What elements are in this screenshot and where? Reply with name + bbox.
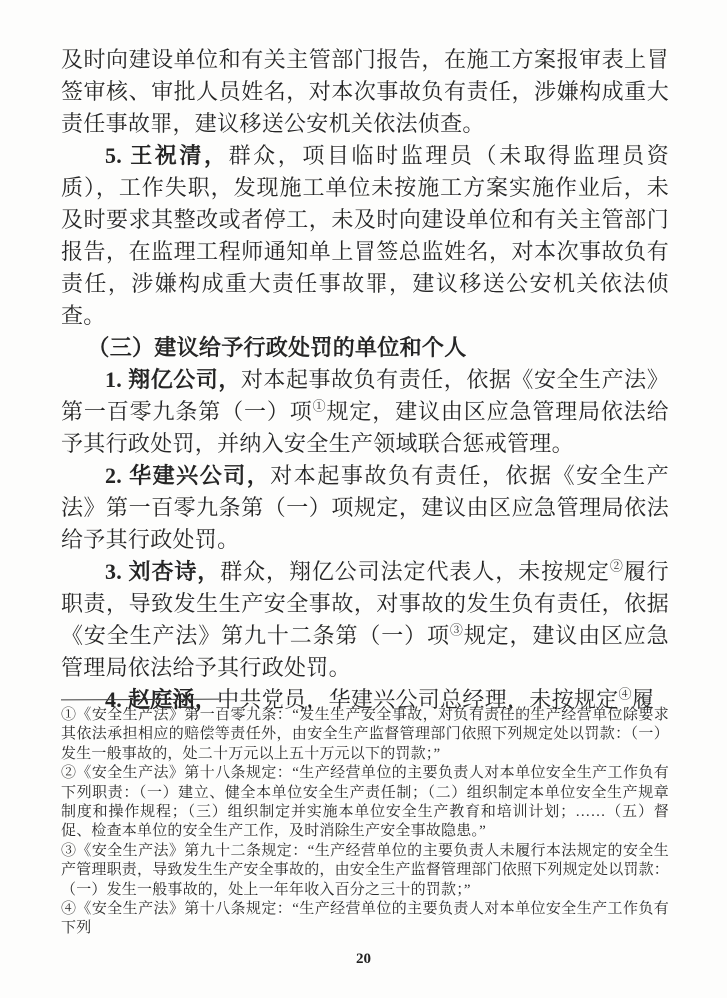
paragraph: 5. 王祝清，群众，项目临时监理员（未取得监理员资质），工作失职，发现施工单位未按施工方案实施作业后，未及时要求其整改或者停工，未及时向建设单位和有关主管部门报告，在监理工程师通知单上冒签总监姓名，对本次事故负有责任，涉嫌构成重大责任事故罪，建议移送公安机关依法侦查。 — [61, 143, 669, 328]
section-heading: （三）建议给予行政处罚的单位和个人 — [87, 335, 467, 360]
paragraph: 1. 翔亿公司，对本起事故负有责任，依据《安全生产法》第一百零九条第（一）项①规定，建议由区应急管理局依法给予其行政处罚，并纳入安全生产领域联合惩戒管理。 — [61, 367, 669, 456]
page-number: 20 — [356, 951, 371, 967]
footnote: ④《安全生产法》第十八条规定：“生产经营单位的主要负责人对本单位安全生产工作负有下列 — [61, 901, 669, 937]
footnote: ②《安全生产法》第十八条规定：“生产经营单位的主要负责人对本单位安全生产工作负有下列职责：（一）建立、健全本单位安全生产责任制；（二）组织制定本单位安全生产规章制度和操作规程；（三）组织制定并实施本单位安全生产教育和培训计划；……（五）督促、检查本单位的安全生产工作，及时消除生产安全事故隐患。” — [61, 765, 669, 840]
footnotes-list — [61, 706, 669, 939]
paragraph: 3. 刘杏诗，群众，翔亿公司法定代表人，未按规定②履行职责，导致发生生产安全事故，对事故的发生负有责任，依据《安全生产法》第九十二条第（一）项③规定，建议由区应急管理局依法给予其行政处罚。 — [61, 558, 669, 680]
paragraph: 2. 华建兴公司，对本起事故负有责任，依据《安全生产法》第一百零九条第（一）项规定，建议由区应急管理局依法给予其行政处罚。 — [61, 463, 669, 552]
footnote-reference-mark: ② — [609, 558, 624, 574]
paragraph: 4. 赵庭涵，中共党员，华建兴公司总经理，未按规定④履 — [105, 686, 655, 712]
footnote-reference-mark: ① — [312, 398, 327, 414]
footnote: ③《安全生产法》第九十二条规定：“生产经营单位的主要负责人未履行本法规定的安全生产管理职责，导致发生生产安全事故的，由安全生产监督管理部门依照下列规定处以罚款：（一）发生一般事故的，处上一年年收入百分之三十的罚款；” — [61, 842, 670, 898]
footnote-area — [61, 699, 669, 939]
footnote-separator — [61, 699, 219, 701]
footnote-reference-mark: ④ — [618, 686, 632, 702]
footnote: ①《安全生产法》第一百零九条：“发生生产安全事故，对负有责任的生产经营单位除要求其依法承担相应的赔偿等责任外，由安全生产监督管理部门依照下列规定处以罚款：（一）发生一般事故的，处二十万元以上五十万元以下的罚款；” — [61, 707, 669, 762]
main-text — [61, 44, 669, 716]
footnote-reference-mark: ③ — [449, 622, 464, 638]
paragraph: 及时向建设单位和有关主管部门报告，在施工方案报审表上冒签审核、审批人员姓名，对本次事故负有责任，涉嫌构成重大责任事故罪，建议移送公安机关依法侦查。 — [61, 47, 669, 136]
